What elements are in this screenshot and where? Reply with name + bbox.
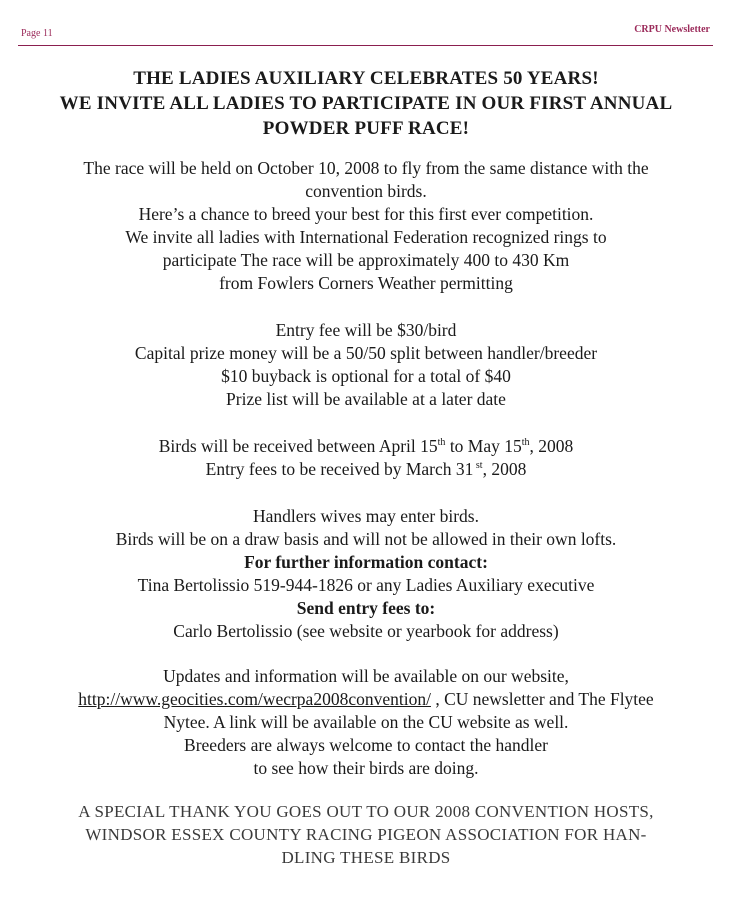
birds-received-middle: to May 15 [445,436,522,456]
contact-line: Tina Bertolissio 519-944-1826 or any Ladies Auxiliary executive [137,575,595,595]
race-info-line: participate The race will be approximately 400 to 430 Km [162,250,570,270]
birds-received-line [0,435,732,458]
headline-line-3: POWDER PUFF RACE! [262,118,470,139]
rules-line: Handlers wives may enter birds. [253,506,479,526]
updates-line: Nytee. A link will be available on the CU website as well. [163,712,569,732]
ordinal-suffix: th [437,437,446,449]
birds-received-suffix: , 2008 [529,436,574,456]
contact-heading: For further information contact: [244,552,488,572]
race-info [0,157,732,295]
header-rule [18,45,713,46]
closing-line: DLING THESE BIRDS [281,848,451,867]
race-info-line: The race will be held on October 10, 2008 to fly from the same distance with the [83,158,649,178]
updates-line: Breeders are always welcome to contact the handler [184,735,548,755]
newsletter-name: CRPU Newsletter [634,24,710,35]
closing-thanks [0,800,732,869]
fees-deadline-suffix: , 2008 [482,459,527,479]
headline [0,66,732,141]
fees-line: $10 buyback is optional for a total of $40 [221,366,511,386]
updates-line: to see how their birds are doing. [253,758,479,778]
fees-deadline-line [0,458,732,481]
updates-info [0,665,732,780]
rules-line: Birds will be on a draw basis and will not be allowed in their own lofts. [115,529,617,549]
race-info-line: convention birds. [305,181,427,201]
race-info-line: We invite all ladies with International Federation recognized rings to [125,227,607,247]
updates-url-line [0,688,732,711]
fees-info [0,319,732,411]
fees-line: Entry fee will be $30/bird [275,320,457,340]
closing-line: WINDSOR ESSEX COUNTY RACING PIGEON ASSOCIATION FOR HAN- [85,825,647,844]
updates-line: Updates and information will be available on our website, [163,666,569,686]
headline-line-2: WE INVITE ALL LADIES TO PARTICIPATE IN OUR FIRST ANNUAL [59,93,673,114]
send-fees-line: Carlo Bertolissio (see website or yearbook for address) [173,621,559,641]
article [0,66,732,869]
page-number: Page 11 [21,28,53,39]
website-link[interactable]: http://www.geocities.com/wecrpa2008convention/ [78,689,431,709]
race-info-line: Here’s a chance to breed your best for this first ever competition. [138,204,594,224]
ordinal-suffix: th [521,437,530,449]
race-info-line: from Fowlers Corners Weather permitting [219,273,513,293]
fees-line: Capital prize money will be a 50/50 split between handler/breeder [134,343,598,363]
fees-line: Prize list will be available at a later date [226,389,506,409]
dates-info [0,435,732,481]
ordinal-suffix: st [473,460,483,472]
send-fees-heading: Send entry fees to: [296,598,436,618]
updates-url-suffix: , CU newsletter and The Flytee [430,689,654,709]
birds-received-prefix: Birds will be received between April 15 [158,436,438,456]
closing-line: A SPECIAL THANK YOU GOES OUT TO OUR 2008 CONVENTION HOSTS, [78,802,654,821]
rules-contact [0,505,732,643]
fees-deadline-prefix: Entry fees to be received by March 31 [205,459,474,479]
page-header [0,0,732,50]
headline-line-1: THE LADIES AUXILIARY CELEBRATES 50 YEARS! [133,68,599,89]
